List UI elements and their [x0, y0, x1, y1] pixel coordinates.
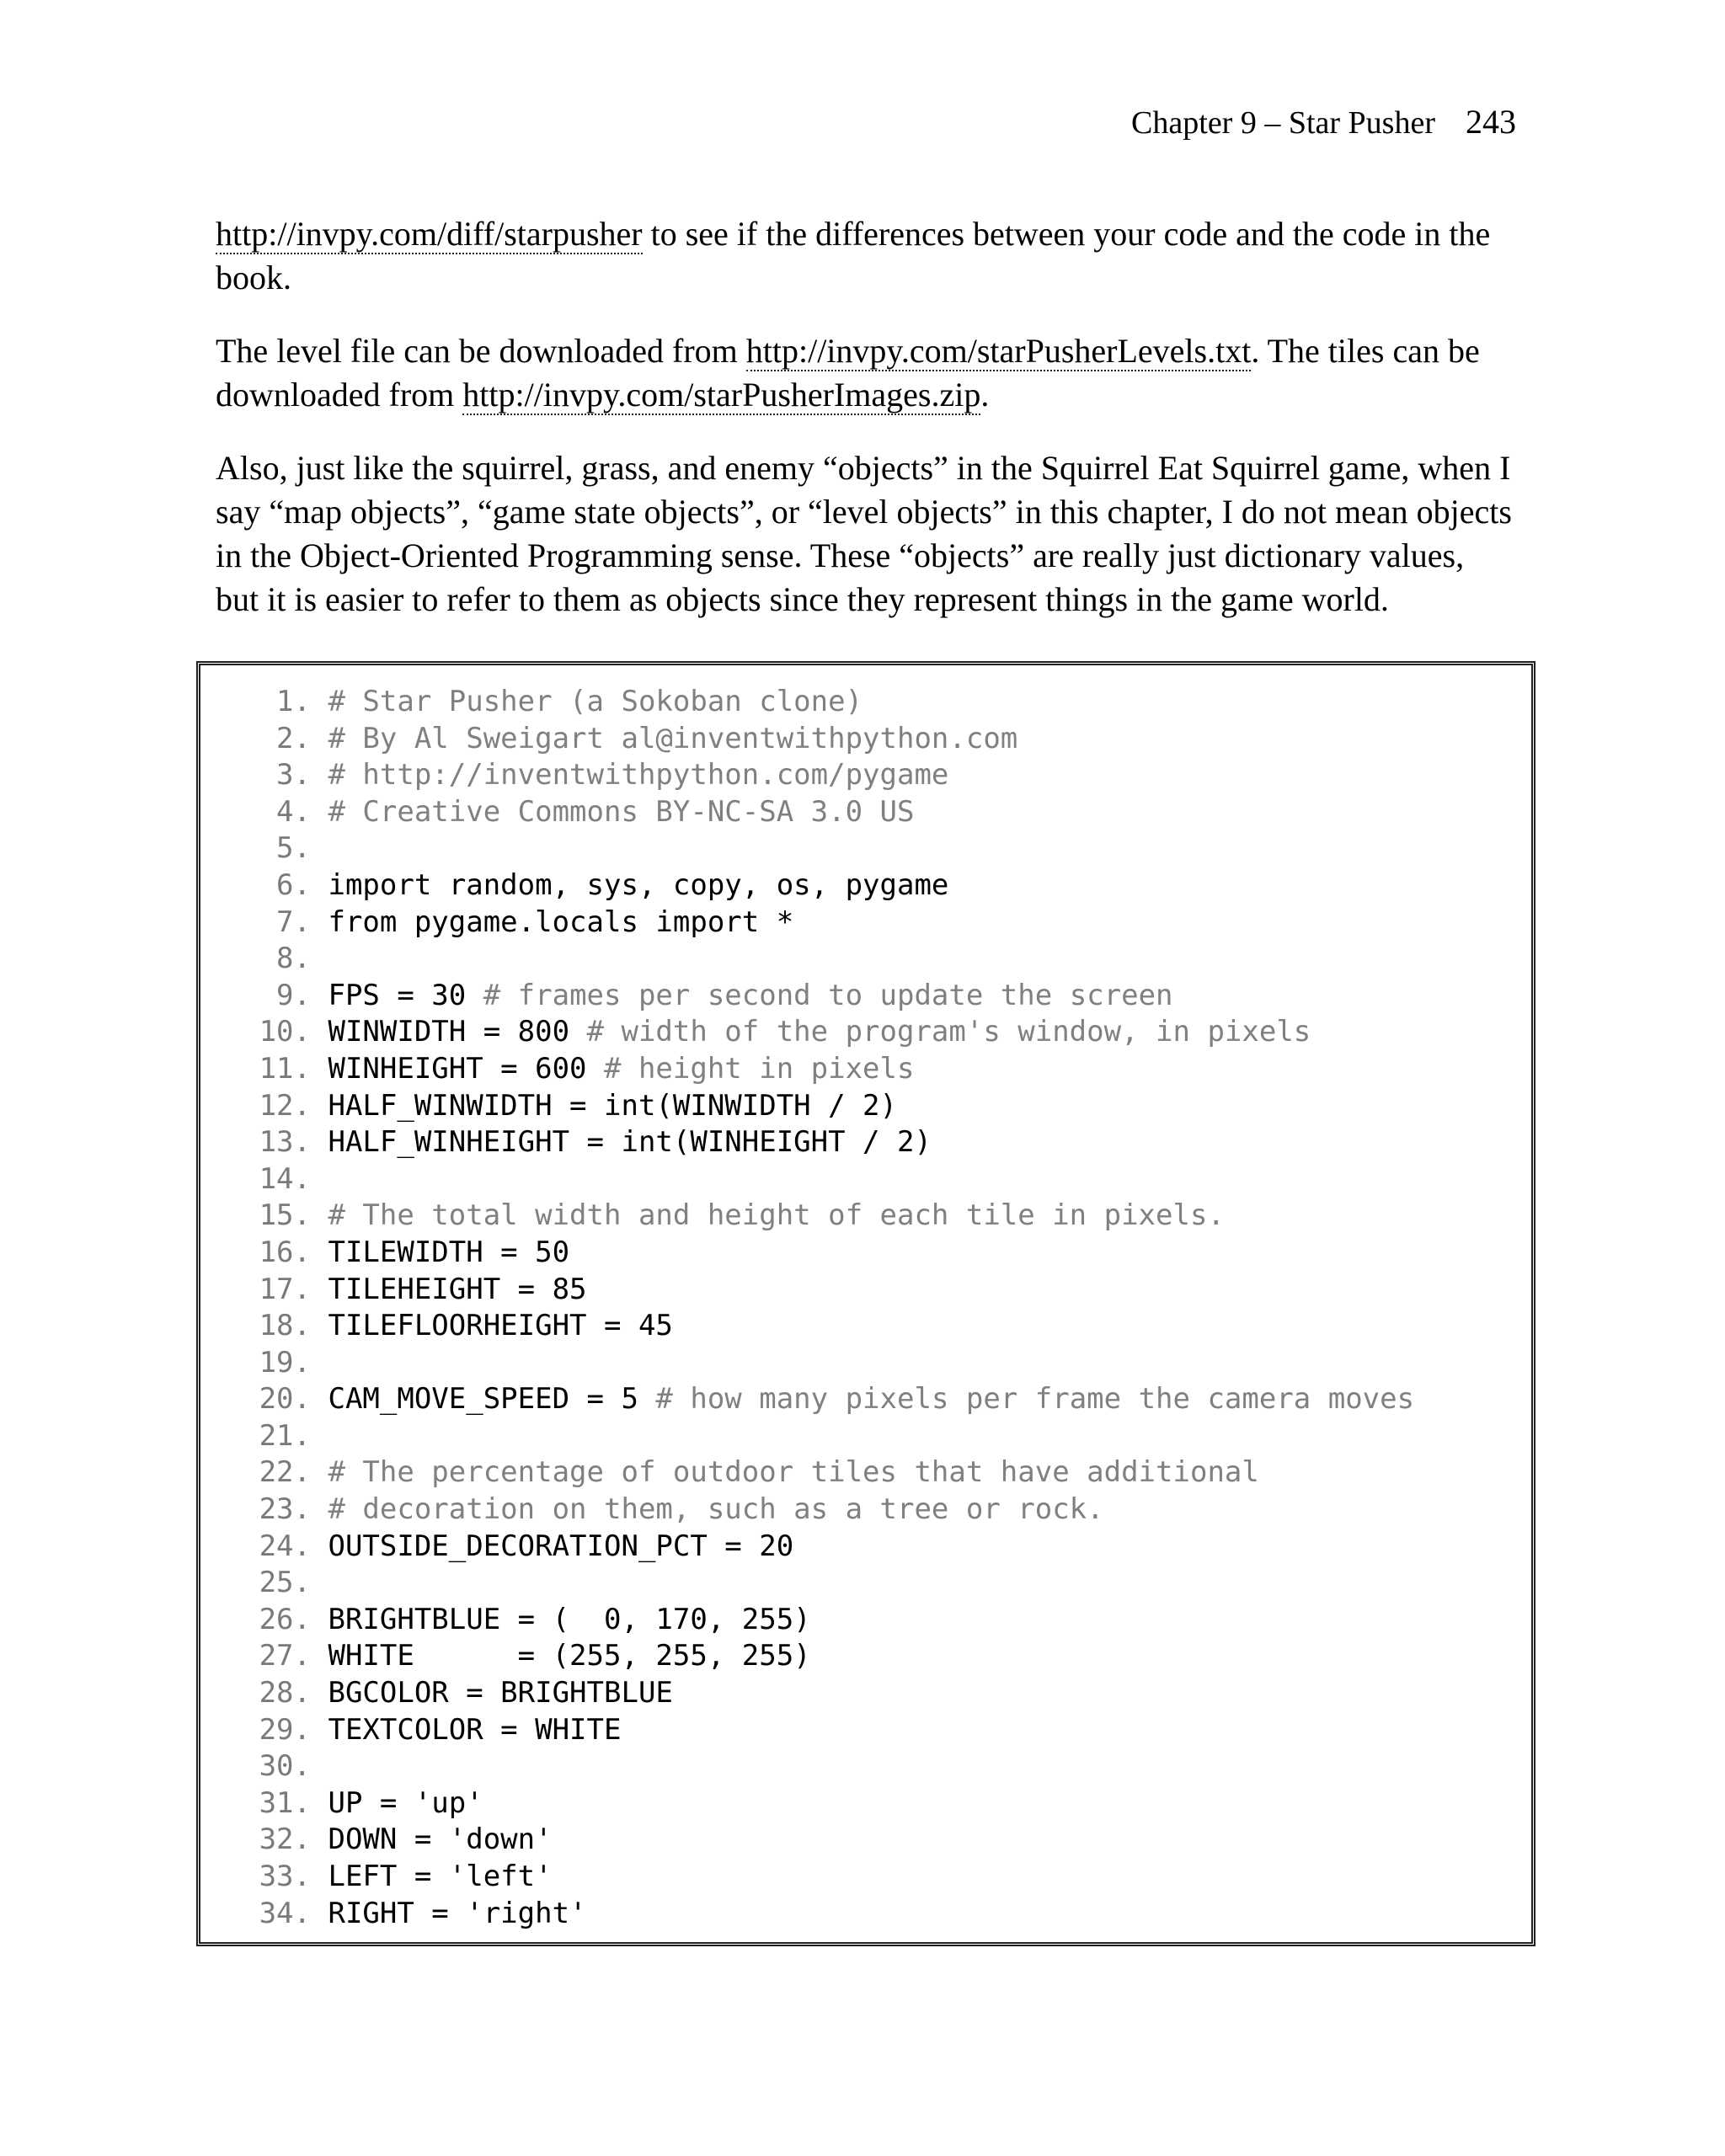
code-line — [231, 1675, 1414, 1712]
code-comment: # By Al Sweigart al@inventwithpython.com — [328, 721, 1018, 755]
diff-link[interactable]: http://invpy.com/diff/starpusher — [216, 215, 643, 253]
code-text: from pygame.locals import * — [328, 905, 794, 939]
code-text: HALF_WINHEIGHT = int(WINHEIGHT / 2) — [328, 1125, 932, 1160]
code-text: CAM_MOVE_SPEED = 5 — [328, 1382, 656, 1417]
line-number: 31. — [259, 1785, 311, 1820]
line-number: 9. — [276, 978, 311, 1012]
code-text: FPS = 30 — [328, 978, 483, 1012]
line-number: 16. — [259, 1235, 311, 1269]
paragraph-1 — [216, 212, 1513, 300]
code-text: TEXTCOLOR = WHITE — [328, 1712, 622, 1747]
code-line — [231, 1381, 1414, 1418]
line-number: 22. — [259, 1455, 311, 1490]
line-number: 29. — [259, 1712, 311, 1747]
line-number: 2. — [276, 721, 311, 755]
line-number: 8. — [276, 942, 311, 976]
paragraph-2-text-a: The level file can be downloaded from — [216, 332, 746, 370]
code-line — [231, 941, 1414, 978]
images-link[interactable]: http://invpy.com/starPusherImages.zip — [462, 376, 981, 414]
line-number: 7. — [276, 905, 311, 939]
code-text: import random, sys, copy, os, pygame — [328, 867, 949, 902]
code-line — [231, 1235, 1414, 1272]
paragraph-2-text-c: . — [980, 376, 990, 414]
code-comment: # how many pixels per frame the camera moves — [655, 1382, 1415, 1417]
line-number: 4. — [276, 794, 311, 829]
code-line — [231, 1308, 1414, 1345]
line-number: 6. — [276, 867, 311, 902]
code-text: OUTSIDE_DECORATION_PCT = 20 — [328, 1529, 794, 1563]
code-text: RIGHT = 'right' — [328, 1896, 587, 1930]
line-number: 13. — [259, 1125, 311, 1160]
paragraph-2 — [216, 329, 1513, 417]
page-number: 243 — [1466, 103, 1516, 141]
line-number: 33. — [259, 1860, 311, 1893]
code-comment: # Star Pusher (a Sokoban clone) — [328, 685, 863, 718]
line-number: 28. — [259, 1676, 311, 1710]
line-number: 12. — [259, 1088, 311, 1123]
code-line — [231, 830, 1414, 867]
code-comment: # The total width and height of each tile in pixels. — [328, 1198, 1225, 1233]
paragraph-1-text: to see if the differences between your code and the code in the book. — [216, 215, 1491, 296]
line-number: 21. — [259, 1418, 311, 1453]
code-lines — [231, 684, 1414, 1932]
code-line — [231, 905, 1414, 942]
code-text: UP = 'up' — [328, 1785, 483, 1820]
line-number: 27. — [259, 1639, 311, 1673]
chapter-title: Chapter 9 – Star Pusher — [1131, 105, 1435, 141]
code-text: LEFT = 'left' — [328, 1860, 553, 1893]
code-line — [231, 1418, 1414, 1455]
code-line — [231, 1565, 1414, 1602]
paragraph-2-text-b: . The tiles can be downloaded from — [216, 332, 1480, 414]
code-line — [231, 1602, 1414, 1639]
code-line — [231, 1272, 1414, 1309]
body-text — [216, 212, 1513, 651]
code-comment: # decoration on them, such as a tree or rock. — [328, 1492, 1104, 1527]
code-comment: # frames per second to update the screen — [483, 978, 1173, 1012]
line-number: 1. — [276, 685, 311, 718]
code-comment: # height in pixels — [604, 1051, 915, 1086]
line-number: 19. — [259, 1345, 311, 1380]
line-number: 11. — [259, 1051, 311, 1086]
code-line — [231, 1785, 1414, 1822]
code-text: BGCOLOR = BRIGHTBLUE — [328, 1676, 673, 1710]
code-line — [231, 1124, 1414, 1161]
code-text: HALF_WINWIDTH = int(WINWIDTH / 2) — [328, 1088, 897, 1123]
code-listing — [196, 661, 1535, 1946]
code-line — [231, 794, 1414, 831]
code-text: BRIGHTBLUE = ( 0, 170, 255) — [328, 1602, 811, 1636]
line-number: 24. — [259, 1529, 311, 1563]
code-text: WHITE = (255, 255, 255) — [328, 1639, 811, 1673]
code-line — [231, 1161, 1414, 1198]
line-number: 10. — [259, 1015, 311, 1049]
code-comment: # width of the program's window, in pixels — [586, 1015, 1311, 1049]
line-number: 3. — [276, 758, 311, 792]
code-line — [231, 1051, 1414, 1088]
code-line — [231, 1896, 1414, 1933]
line-number: 23. — [259, 1492, 311, 1527]
code-comment: # Creative Commons BY-NC-SA 3.0 US — [328, 794, 915, 829]
code-text: TILEWIDTH = 50 — [328, 1235, 570, 1269]
code-text: TILEHEIGHT = 85 — [328, 1272, 587, 1306]
code-comment: # http://inventwithpython.com/pygame — [328, 758, 949, 792]
code-line — [231, 1638, 1414, 1675]
code-line — [231, 1198, 1414, 1235]
code-line — [231, 1822, 1414, 1859]
running-header — [1131, 105, 1516, 139]
code-line — [231, 1345, 1414, 1382]
paragraph-3: Also, just like the squirrel, grass, and enemy “objects” in the Squirrel Eat Squirrel game, when I say “map objects”, “game state objects”, or “level objects” in this chapter, I do not mean objects in the Object-Oriented Programming sense. These “objects” are really just dictionary values, but it is easier to refer to them as objects since they represent things in the game world. — [216, 449, 1512, 618]
code-line — [231, 1492, 1414, 1529]
code-line — [231, 1529, 1414, 1566]
code-line — [231, 1712, 1414, 1749]
code-text: TILEFLOORHEIGHT = 45 — [328, 1309, 673, 1343]
code-text: WINWIDTH = 800 — [328, 1015, 587, 1049]
line-number: 32. — [259, 1822, 311, 1857]
code-line — [231, 1859, 1414, 1896]
line-number: 20. — [259, 1382, 311, 1417]
code-line — [231, 978, 1414, 1015]
code-line — [231, 757, 1414, 794]
line-number: 18. — [259, 1309, 311, 1343]
line-number: 17. — [259, 1272, 311, 1306]
code-line — [231, 721, 1414, 758]
line-number: 26. — [259, 1602, 311, 1636]
line-number: 5. — [276, 831, 311, 866]
code-text: WINHEIGHT = 600 — [328, 1051, 604, 1086]
code-comment: # The percentage of outdoor tiles that have additional — [328, 1455, 1259, 1490]
code-line — [231, 1088, 1414, 1125]
code-line — [231, 1454, 1414, 1492]
line-number: 25. — [259, 1566, 311, 1600]
levels-link[interactable]: http://invpy.com/starPusherLevels.txt — [745, 332, 1252, 370]
code-line — [231, 1748, 1414, 1785]
line-number: 15. — [259, 1198, 311, 1233]
code-text: DOWN = 'down' — [328, 1822, 553, 1857]
code-line — [231, 867, 1414, 905]
code-line — [231, 1014, 1414, 1051]
line-number: 30. — [259, 1749, 311, 1784]
line-number: 14. — [259, 1161, 311, 1196]
line-number: 34. — [259, 1896, 311, 1930]
code-line — [231, 684, 1414, 721]
